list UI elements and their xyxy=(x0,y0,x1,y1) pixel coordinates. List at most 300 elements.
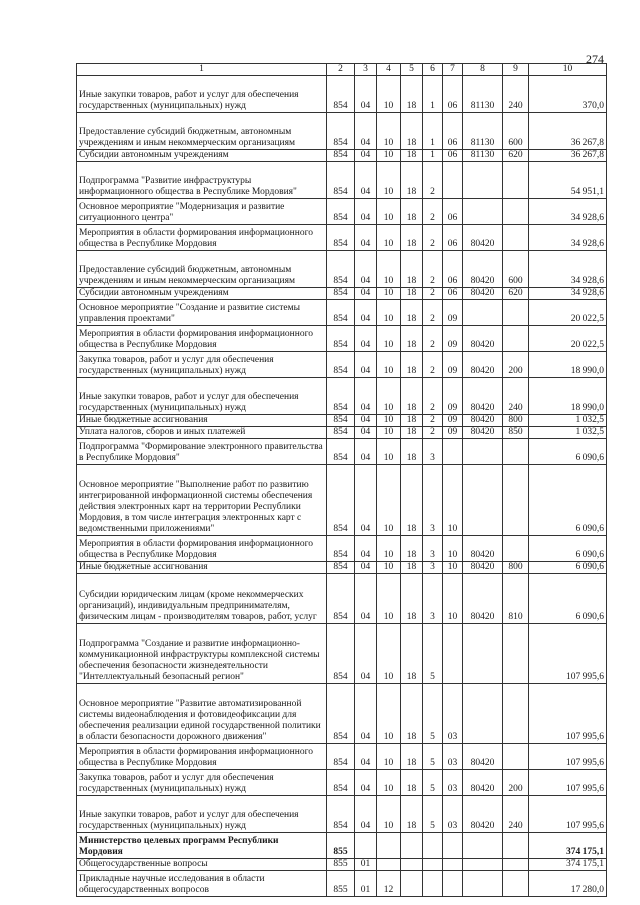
cell-code xyxy=(401,859,423,871)
cell-code: 09 xyxy=(443,378,463,415)
cell-code: 18 xyxy=(401,684,423,744)
cell-code xyxy=(377,859,401,871)
cell-code: 18 xyxy=(401,415,423,427)
cell-code: 09 xyxy=(443,326,463,352)
cell-code: 80420 xyxy=(463,251,503,288)
cell-code: 10 xyxy=(443,574,463,624)
cell-code: 3 xyxy=(423,574,443,624)
cell-code: 18 xyxy=(401,427,423,439)
cell-code: 80420 xyxy=(463,288,503,300)
cell-code: 18 xyxy=(401,465,423,536)
cell-code: 09 xyxy=(443,352,463,378)
table-body xyxy=(77,76,607,897)
cell-code: 1 xyxy=(423,76,443,113)
cell-code xyxy=(423,871,443,897)
cell-code: 600 xyxy=(503,113,529,150)
cell-code: 80420 xyxy=(463,744,503,770)
cell-code xyxy=(503,199,529,225)
cell-code: 04 xyxy=(355,439,377,465)
cell-code: 18 xyxy=(401,574,423,624)
cell-code: 06 xyxy=(443,150,463,162)
cell-code xyxy=(443,859,463,871)
cell-code xyxy=(463,465,503,536)
row-name: Прикладные научные исследования в области общегосударственных вопросов xyxy=(77,871,327,897)
cell-code xyxy=(443,833,463,859)
cell-code: 81130 xyxy=(463,76,503,113)
cell-code: 10 xyxy=(377,439,401,465)
row-name: Иные закупки товаров, работ и услуг для обеспечения государственных (муниципальных) нужд xyxy=(77,378,327,415)
cell-code: 03 xyxy=(443,796,463,833)
row-name: Подпрограмма "Развитие инфраструктуры информационного общества в Республике Мордовия" xyxy=(77,162,327,199)
table-row xyxy=(77,562,607,574)
cell-code: 200 xyxy=(503,770,529,796)
row-name: Основное мероприятие "Модернизация и развитие ситуационного центра" xyxy=(77,199,327,225)
cell-amount: 18 990,0 xyxy=(529,352,607,378)
cell-code: 240 xyxy=(503,796,529,833)
column-header: 5 xyxy=(401,64,423,76)
cell-code: 04 xyxy=(355,225,377,251)
cell-code: 80420 xyxy=(463,562,503,574)
cell-code: 854 xyxy=(327,352,355,378)
cell-code: 10 xyxy=(377,415,401,427)
cell-code xyxy=(443,439,463,465)
cell-code: 854 xyxy=(327,162,355,199)
cell-amount: 370,0 xyxy=(529,76,607,113)
cell-code: 03 xyxy=(443,684,463,744)
cell-amount: 107 995,6 xyxy=(529,624,607,684)
cell-code: 5 xyxy=(423,770,443,796)
cell-code: 10 xyxy=(377,624,401,684)
cell-code: 06 xyxy=(443,288,463,300)
cell-code: 2 xyxy=(423,378,443,415)
table-row xyxy=(77,439,607,465)
cell-code xyxy=(443,162,463,199)
cell-code xyxy=(503,833,529,859)
cell-amount: 107 995,6 xyxy=(529,796,607,833)
cell-code: 854 xyxy=(327,427,355,439)
cell-code: 800 xyxy=(503,415,529,427)
cell-amount: 17 280,0 xyxy=(529,871,607,897)
cell-code: 10 xyxy=(377,684,401,744)
cell-code: 10 xyxy=(377,251,401,288)
cell-code: 10 xyxy=(377,199,401,225)
cell-code xyxy=(377,833,401,859)
cell-code: 2 xyxy=(423,162,443,199)
cell-code: 04 xyxy=(355,352,377,378)
table-row xyxy=(77,744,607,770)
cell-amount: 107 995,6 xyxy=(529,770,607,796)
table-row xyxy=(77,150,607,162)
cell-code: 01 xyxy=(355,859,377,871)
row-name: Субсидии юридическим лицам (кроме некоммерческих организаций), индивидуальным предпринимателям, физическим лицам - производителям товаров, работ, услуг xyxy=(77,574,327,624)
cell-code: 06 xyxy=(443,199,463,225)
cell-code: 620 xyxy=(503,150,529,162)
cell-code: 04 xyxy=(355,326,377,352)
row-name: Общегосударственные вопросы xyxy=(77,859,327,871)
cell-amount: 374 175,1 xyxy=(529,859,607,871)
cell-code: 12 xyxy=(377,871,401,897)
row-name: Иные бюджетные ассигнования xyxy=(77,562,327,574)
cell-code: 10 xyxy=(377,150,401,162)
cell-code: 3 xyxy=(423,536,443,562)
row-name: Закупка товаров, работ и услуг для обеспечения государственных (муниципальных) нужд xyxy=(77,770,327,796)
cell-code: 18 xyxy=(401,199,423,225)
table-row xyxy=(77,300,607,326)
cell-code: 854 xyxy=(327,796,355,833)
cell-code: 10 xyxy=(377,288,401,300)
cell-code: 04 xyxy=(355,199,377,225)
cell-code: 854 xyxy=(327,770,355,796)
cell-code: 04 xyxy=(355,536,377,562)
cell-code: 854 xyxy=(327,300,355,326)
table-row xyxy=(77,796,607,833)
cell-code: 80420 xyxy=(463,225,503,251)
cell-code: 04 xyxy=(355,770,377,796)
table-row xyxy=(77,415,607,427)
cell-code: 09 xyxy=(443,415,463,427)
cell-code: 854 xyxy=(327,225,355,251)
cell-code: 854 xyxy=(327,562,355,574)
cell-amount: 20 022,5 xyxy=(529,326,607,352)
cell-code: 2 xyxy=(423,326,443,352)
table-row xyxy=(77,684,607,744)
cell-amount: 1 032,5 xyxy=(529,415,607,427)
cell-code: 18 xyxy=(401,76,423,113)
table-row xyxy=(77,76,607,113)
cell-code: 04 xyxy=(355,744,377,770)
cell-code: 2 xyxy=(423,300,443,326)
cell-code: 06 xyxy=(443,251,463,288)
table-row xyxy=(77,288,607,300)
cell-code: 18 xyxy=(401,744,423,770)
cell-amount: 6 090,6 xyxy=(529,465,607,536)
cell-code xyxy=(463,300,503,326)
cell-code: 3 xyxy=(423,465,443,536)
cell-code: 2 xyxy=(423,199,443,225)
cell-code: 80420 xyxy=(463,427,503,439)
cell-code: 80420 xyxy=(463,326,503,352)
cell-code: 18 xyxy=(401,624,423,684)
column-header: 1 xyxy=(77,64,327,76)
cell-code xyxy=(423,859,443,871)
cell-code xyxy=(463,624,503,684)
cell-code xyxy=(401,871,423,897)
cell-code: 10 xyxy=(377,465,401,536)
row-name: Основное мероприятие "Создание и развитие системы управления проектами" xyxy=(77,300,327,326)
cell-code xyxy=(463,439,503,465)
cell-code: 18 xyxy=(401,251,423,288)
cell-code: 18 xyxy=(401,113,423,150)
row-name: Иные закупки товаров, работ и услуг для обеспечения государственных (муниципальных) нужд xyxy=(77,76,327,113)
row-name: Уплата налогов, сборов и иных платежей xyxy=(77,427,327,439)
cell-code: 854 xyxy=(327,684,355,744)
cell-code: 600 xyxy=(503,251,529,288)
cell-code xyxy=(463,871,503,897)
cell-amount: 6 090,6 xyxy=(529,562,607,574)
cell-code: 09 xyxy=(443,427,463,439)
cell-code: 04 xyxy=(355,76,377,113)
cell-amount: 34 928,6 xyxy=(529,225,607,251)
row-name: Иные закупки товаров, работ и услуг для обеспечения государственных (муниципальных) нужд xyxy=(77,796,327,833)
cell-code: 3 xyxy=(423,562,443,574)
column-header: 8 xyxy=(463,64,503,76)
cell-code: 10 xyxy=(443,562,463,574)
cell-code: 10 xyxy=(377,162,401,199)
cell-code: 81130 xyxy=(463,113,503,150)
cell-code xyxy=(503,162,529,199)
cell-amount: 6 090,6 xyxy=(529,536,607,562)
table-row xyxy=(77,352,607,378)
cell-code: 04 xyxy=(355,113,377,150)
cell-code: 04 xyxy=(355,288,377,300)
cell-code: 850 xyxy=(503,427,529,439)
table-row xyxy=(77,378,607,415)
cell-code: 240 xyxy=(503,76,529,113)
cell-code: 18 xyxy=(401,288,423,300)
cell-code: 18 xyxy=(401,378,423,415)
cell-code xyxy=(503,859,529,871)
cell-code xyxy=(401,833,423,859)
cell-code: 18 xyxy=(401,770,423,796)
cell-code: 2 xyxy=(423,251,443,288)
cell-code: 10 xyxy=(443,465,463,536)
cell-code xyxy=(463,684,503,744)
cell-code: 854 xyxy=(327,536,355,562)
cell-code: 10 xyxy=(377,427,401,439)
cell-code: 06 xyxy=(443,113,463,150)
column-header: 6 xyxy=(423,64,443,76)
cell-code: 04 xyxy=(355,465,377,536)
cell-code: 2 xyxy=(423,225,443,251)
cell-code xyxy=(355,833,377,859)
cell-code: 18 xyxy=(401,536,423,562)
cell-amount: 34 928,6 xyxy=(529,199,607,225)
column-header: 3 xyxy=(355,64,377,76)
cell-code: 80420 xyxy=(463,378,503,415)
cell-amount: 107 995,6 xyxy=(529,744,607,770)
cell-code xyxy=(463,199,503,225)
cell-code: 10 xyxy=(377,378,401,415)
cell-code: 854 xyxy=(327,326,355,352)
row-name: Подпрограмма "Формирование электронного правительства в Республике Мордовия" xyxy=(77,439,327,465)
cell-code xyxy=(443,624,463,684)
cell-code: 09 xyxy=(443,300,463,326)
table-row xyxy=(77,536,607,562)
row-name: Субсидии автономным учреждениям xyxy=(77,150,327,162)
cell-code xyxy=(463,859,503,871)
table-row xyxy=(77,251,607,288)
cell-code: 04 xyxy=(355,415,377,427)
cell-code: 620 xyxy=(503,288,529,300)
cell-code xyxy=(503,624,529,684)
row-name: Субсидии автономным учреждениям xyxy=(77,288,327,300)
cell-code xyxy=(503,439,529,465)
cell-code: 1 xyxy=(423,150,443,162)
cell-code: 80420 xyxy=(463,770,503,796)
row-name: Закупка товаров, работ и услуг для обеспечения государственных (муниципальных) нужд xyxy=(77,352,327,378)
cell-code: 10 xyxy=(377,76,401,113)
cell-code xyxy=(503,225,529,251)
cell-code: 854 xyxy=(327,624,355,684)
cell-code xyxy=(503,744,529,770)
row-name: Предоставление субсидий бюджетным, автономным учреждениям и иным некоммерческим организациям xyxy=(77,113,327,150)
cell-code: 854 xyxy=(327,288,355,300)
row-name: Мероприятия в области формирования информационного общества в Республике Мордовия xyxy=(77,744,327,770)
cell-code: 10 xyxy=(377,113,401,150)
cell-amount: 36 267,8 xyxy=(529,150,607,162)
cell-code: 854 xyxy=(327,574,355,624)
page-number: 274 xyxy=(586,52,604,66)
cell-code: 200 xyxy=(503,352,529,378)
column-header: 10 xyxy=(529,64,607,76)
cell-code xyxy=(463,833,503,859)
cell-amount: 34 928,6 xyxy=(529,288,607,300)
cell-code: 18 xyxy=(401,562,423,574)
row-name: Основное мероприятие "Выполнение работ по развитию интегрированной информационной системы обеспечения действия электронных карт на территории Республики Мордовия, в том числе интеграция электронных карт с ведомственными приложениями" xyxy=(77,465,327,536)
table-row xyxy=(77,859,607,871)
table-row xyxy=(77,624,607,684)
row-name: Подпрограмма "Создание и развитие информационно-коммуникационной инфраструктуры комплексной системы обеспечения безопасности жизнедеятельности "Интеллектуальный безопасный регион" xyxy=(77,624,327,684)
cell-code: 04 xyxy=(355,378,377,415)
cell-code xyxy=(443,871,463,897)
cell-code: 04 xyxy=(355,796,377,833)
cell-code: 10 xyxy=(377,796,401,833)
cell-code: 04 xyxy=(355,162,377,199)
cell-code xyxy=(503,300,529,326)
cell-code: 5 xyxy=(423,624,443,684)
cell-amount: 20 022,5 xyxy=(529,300,607,326)
cell-code: 04 xyxy=(355,150,377,162)
cell-code: 240 xyxy=(503,378,529,415)
cell-amount: 34 928,6 xyxy=(529,251,607,288)
cell-code: 04 xyxy=(355,300,377,326)
cell-code: 03 xyxy=(443,770,463,796)
table-row xyxy=(77,574,607,624)
cell-code: 04 xyxy=(355,684,377,744)
row-name: Иные бюджетные ассигнования xyxy=(77,415,327,427)
cell-code: 10 xyxy=(377,225,401,251)
table-row xyxy=(77,199,607,225)
cell-code: 854 xyxy=(327,251,355,288)
cell-code: 18 xyxy=(401,326,423,352)
cell-code: 855 xyxy=(327,859,355,871)
cell-code: 10 xyxy=(443,536,463,562)
row-name: Основное мероприятие "Развитие автоматизированной системы видеонаблюдения и фотовидеофиксации для обеспечения реализации единой государственной политики в области безопасности дорожного движения" xyxy=(77,684,327,744)
cell-code xyxy=(503,536,529,562)
cell-code: 800 xyxy=(503,562,529,574)
cell-amount: 1 032,5 xyxy=(529,427,607,439)
cell-code: 80420 xyxy=(463,574,503,624)
cell-code: 04 xyxy=(355,251,377,288)
cell-code: 06 xyxy=(443,225,463,251)
cell-code: 04 xyxy=(355,427,377,439)
cell-code: 10 xyxy=(377,300,401,326)
cell-code: 10 xyxy=(377,574,401,624)
table-row xyxy=(77,326,607,352)
cell-code: 18 xyxy=(401,162,423,199)
cell-code xyxy=(463,162,503,199)
cell-code: 855 xyxy=(327,871,355,897)
cell-code: 18 xyxy=(401,225,423,251)
cell-code: 18 xyxy=(401,150,423,162)
cell-amount: 6 090,6 xyxy=(529,439,607,465)
cell-code: 854 xyxy=(327,378,355,415)
cell-amount: 107 995,6 xyxy=(529,684,607,744)
cell-code: 81130 xyxy=(463,150,503,162)
column-header: 4 xyxy=(377,64,401,76)
column-header: 7 xyxy=(443,64,463,76)
row-name: Мероприятия в области формирования информационного общества в Республике Мордовия xyxy=(77,225,327,251)
cell-code: 10 xyxy=(377,562,401,574)
table-row xyxy=(77,225,607,251)
cell-code: 854 xyxy=(327,113,355,150)
header-row xyxy=(77,64,607,76)
cell-code: 10 xyxy=(377,536,401,562)
cell-amount: 6 090,6 xyxy=(529,574,607,624)
cell-code xyxy=(503,326,529,352)
cell-amount: 36 267,8 xyxy=(529,113,607,150)
cell-code: 854 xyxy=(327,465,355,536)
cell-code xyxy=(503,871,529,897)
row-name: Министерство целевых программ Республики Мордовия xyxy=(77,833,327,859)
cell-code xyxy=(503,684,529,744)
cell-code: 855 xyxy=(327,833,355,859)
column-header: 9 xyxy=(503,64,529,76)
cell-code: 854 xyxy=(327,150,355,162)
cell-code: 810 xyxy=(503,574,529,624)
cell-code: 854 xyxy=(327,744,355,770)
cell-code: 01 xyxy=(355,871,377,897)
cell-amount: 54 951,1 xyxy=(529,162,607,199)
cell-code: 2 xyxy=(423,427,443,439)
cell-code: 04 xyxy=(355,624,377,684)
row-name: Предоставление субсидий бюджетным, автономным учреждениям и иным некоммерческим организациям xyxy=(77,251,327,288)
cell-code: 80420 xyxy=(463,415,503,427)
cell-code: 04 xyxy=(355,574,377,624)
cell-code: 854 xyxy=(327,415,355,427)
cell-amount: 18 990,0 xyxy=(529,378,607,415)
cell-code: 5 xyxy=(423,744,443,770)
cell-amount: 374 175,1 xyxy=(529,833,607,859)
cell-code: 03 xyxy=(443,744,463,770)
cell-code: 2 xyxy=(423,288,443,300)
cell-code: 18 xyxy=(401,300,423,326)
cell-code: 854 xyxy=(327,76,355,113)
cell-code: 854 xyxy=(327,439,355,465)
column-header: 2 xyxy=(327,64,355,76)
cell-code: 18 xyxy=(401,796,423,833)
table-row xyxy=(77,770,607,796)
cell-code: 10 xyxy=(377,770,401,796)
cell-code: 10 xyxy=(377,352,401,378)
cell-code: 854 xyxy=(327,199,355,225)
table-row xyxy=(77,427,607,439)
cell-code xyxy=(503,465,529,536)
cell-code: 06 xyxy=(443,76,463,113)
cell-code: 2 xyxy=(423,415,443,427)
cell-code: 10 xyxy=(377,744,401,770)
cell-code: 80420 xyxy=(463,352,503,378)
cell-code: 80420 xyxy=(463,536,503,562)
row-name: Мероприятия в области формирования информационного общества в Республике Мордовия xyxy=(77,536,327,562)
table-row xyxy=(77,871,607,897)
table-row xyxy=(77,833,607,859)
cell-code: 5 xyxy=(423,684,443,744)
cell-code: 80420 xyxy=(463,796,503,833)
cell-code: 18 xyxy=(401,352,423,378)
cell-code: 1 xyxy=(423,113,443,150)
budget-table xyxy=(76,63,607,897)
